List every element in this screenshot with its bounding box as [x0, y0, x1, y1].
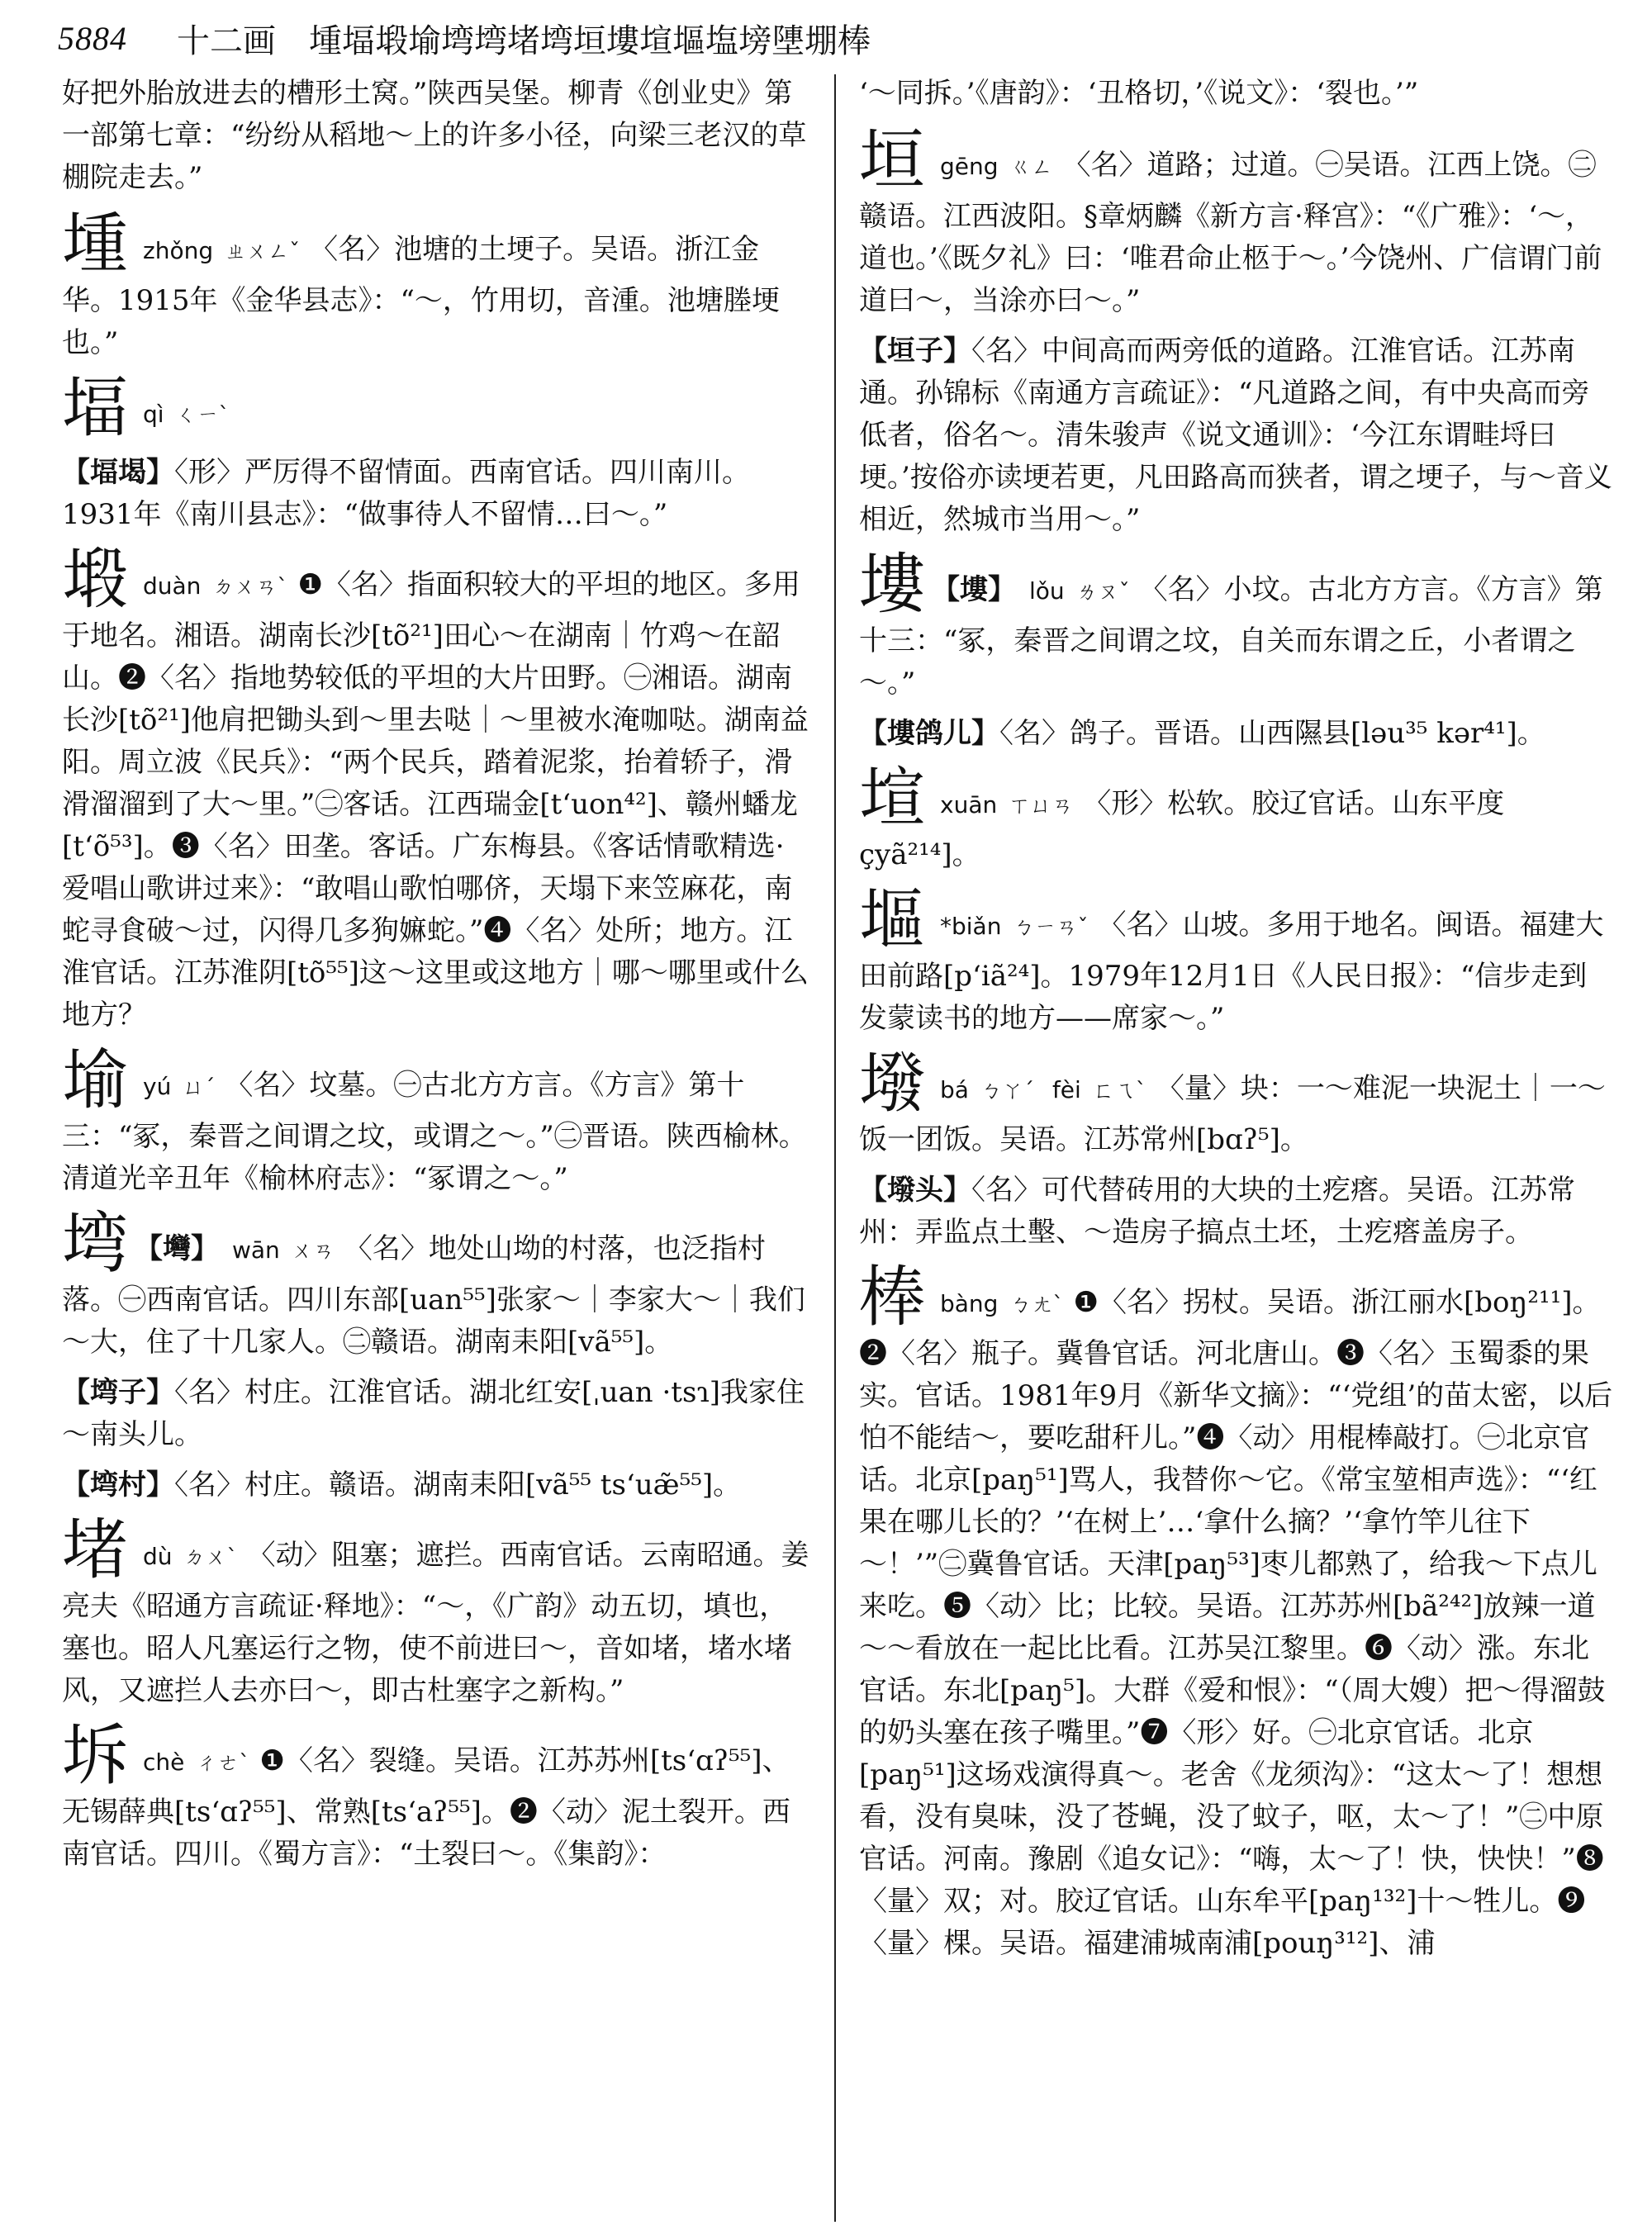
bopomofo: ㄅㄧㄢˇ — [1013, 915, 1089, 940]
definition-text: 好把外胎放进去的槽形土窝。”陕西吴堡。柳青《创业史》第一部第七章：“纷纷从稻地～上的许多小径，向梁三老汉的草棚院走去。” — [62, 77, 807, 194]
left-column — [62, 73, 809, 1884]
pinyin: wān — [232, 1236, 280, 1264]
headword: 塅 — [62, 541, 128, 618]
page-number: 5884 — [58, 19, 127, 57]
headword: 塆 — [62, 1205, 128, 1282]
stroke-count: 十二画 — [177, 21, 276, 60]
headword: 垣 — [859, 121, 925, 198]
compound-term: 【垣子】 — [859, 334, 971, 368]
pinyin: qì — [143, 401, 164, 428]
dictionary-entry — [62, 1041, 809, 1200]
compound-term: 【塿鸽儿】 — [859, 717, 999, 750]
headword: 堹 — [62, 206, 128, 282]
definition-text: 〈量〉块：一～难泥一块泥土｜一～饭一团饭。吴语。江苏常州[bɑʔ⁵]。 — [859, 1072, 1606, 1156]
compound-entry — [62, 1372, 809, 1456]
headword: 坼 — [62, 1717, 128, 1794]
definition-text: 〈名〉村庄。江淮官话。湖北红安[ˌuan ·tsɿ]我家住～南头儿。 — [62, 1376, 805, 1451]
pinyin: bàng — [940, 1290, 999, 1317]
definition-text: ‘～同拆。’《唐韵》：‘丑格切，’《说文》：‘裂也。’” — [859, 77, 1419, 110]
running-header — [58, 5, 871, 71]
dictionary-entry — [859, 1259, 1615, 1965]
variant-form: 【壪】 — [135, 1232, 219, 1265]
definition-text: 〈动〉阻塞；遮拦。西南官话。云南昭通。姜亮夫《昭通方言疏证·释地》：“～，《广韵》动五切，填也，塞也。昭人凡塞运行之物，使不前进曰～，音如堵，堵水堵风，又遮拦人去亦曰～，即古杜塞字之新构。” — [62, 1539, 809, 1707]
compound-entry — [62, 452, 809, 536]
definition-text: 〈名〉鸽子。晋语。山西隰县[ləu³⁵ kər⁴¹]。 — [999, 717, 1545, 750]
bopomofo: ㄅㄤˋ — [1009, 1293, 1064, 1317]
pinyin: gēng — [940, 153, 999, 180]
definition-text: ❶〈名〉裂缝。吴语。江苏苏州[ts‘ɑʔ⁵⁵]、无锡薛典[ts‘ɑʔ⁵⁵]、常熟[ts‘aʔ⁵⁵]。❷〈动〉泥土裂开。西南官话。四川。《蜀方言》：“土裂曰～。《集韵》： — [62, 1744, 790, 1871]
definition-text: 〈名〉可代替砖用的大块的土疙瘩。吴语。江苏常州：弄监点土墼、～造房子搞点土坯，土疙瘩盖房子。 — [859, 1174, 1575, 1249]
headword: 墢 — [859, 1045, 925, 1122]
compound-entry — [859, 330, 1615, 541]
pinyin: chè — [143, 1748, 185, 1776]
bopomofo: ㄌㄡˇ — [1075, 580, 1130, 605]
dictionary-entry — [62, 1717, 809, 1876]
headword: 堬 — [62, 1041, 128, 1118]
bopomofo: ㄩˊ — [183, 1075, 216, 1100]
definition-text: 〈名〉中间高而两旁低的道路。江淮官话。江苏南通。孙锦标《南通方言疏证》：“凡道路之间，有中央高而旁低者，俗名～。清朱骏声《说文通训》：‘今江东谓畦埒曰埂。’按俗亦读埂若更，凡田路高而狭者，谓之埂子，与～音义相近，然城市当用～。” — [859, 334, 1612, 536]
dictionary-entry — [62, 206, 809, 364]
bopomofo: ㄍㄥ — [1009, 155, 1053, 180]
bopomofo: ㄨㄢ — [291, 1239, 335, 1264]
pinyin: yú — [143, 1073, 172, 1100]
compound-entry — [859, 713, 1615, 755]
pinyin-alt: fèi — [1051, 1076, 1081, 1103]
dictionary-entry — [859, 546, 1615, 705]
pinyin: duàn — [143, 572, 202, 600]
bopomofo: ㄅㄚˊ — [980, 1079, 1034, 1103]
bopomofo: ㄉㄨㄢˋ — [212, 575, 288, 600]
bopomofo-alt: ㄈㄟˋ — [1092, 1079, 1146, 1103]
definition-text: 〈名〉地处山坳的村落，也泛指村落。㊀西南官话。四川东部[uan⁵⁵]张家～｜李家大～｜我们～大，住了十几家人。㊁赣语。湖南耒阳[vã⁵⁵]。 — [62, 1232, 805, 1359]
bopomofo: ㄉㄨˋ — [183, 1545, 238, 1570]
continued-text — [62, 73, 809, 199]
headword: 堵 — [62, 1511, 128, 1588]
definition-text: 〈名〉小坟。古北方方言。《方言》第十三：“冢，秦晋之间谓之坟，自关而东谓之丘，小者谓之～。” — [859, 573, 1603, 700]
dictionary-entry — [859, 881, 1615, 1040]
dictionary-entry — [859, 1045, 1615, 1161]
definition-text: 〈名〉池塘的土埂子。吴语。浙江金华。1915年《金华县志》：“～，竹用切，音湩。池塘塍埂也。” — [62, 233, 780, 359]
compound-term: 【墢头】 — [859, 1174, 971, 1207]
continued-text — [859, 73, 1615, 115]
pinyin: xuān — [940, 791, 998, 818]
compound-term: 【塆村】 — [62, 1468, 174, 1502]
dictionary-entry — [62, 1511, 809, 1712]
pinyin: zhǒng — [143, 237, 214, 264]
dictionary-entry — [62, 1205, 809, 1364]
compound-term: 【塆子】 — [62, 1376, 174, 1409]
definition-text: 〈形〉松软。胶辽官话。山东平度 çyã²¹⁴]。 — [859, 787, 1505, 871]
bopomofo: ㄑㄧˋ — [175, 403, 230, 428]
definition-text: ❶〈名〉指面积较大的平坦的地区。多用于地名。湘语。湖南长沙[tõ²¹]田心～在湖南｜竹鸡～在韶山。❷〈名〉指地势较低的平坦的大片田野。㊀湘语。湖南长沙[tõ²¹]他肩把锄头到～里去哒｜～里被水淹咖哒。湖南益阳。周立波《民兵》：“两个民兵，踏着泥浆，抬着轿子，滑滑溜溜到了大～里。”㊁客话。江西瑞金[t‘uon⁴²]、赣州蟠龙[t‘õ⁵³]。❸〈名〉田垄。客话。广东梅县。《客话情歌精选·爱唱山歌讲过来》：“敢唱山歌怕哪侪，天塌下来笠麻花，南蛇寻食破～过，闪得几多狗嫲蛇。”❹〈名〉处所；地方。江淮官话。江苏淮阴[tõ⁵⁵]这～这里或这地方｜哪～哪里或什么地方？ — [62, 568, 809, 1032]
pinyin: dù — [143, 1543, 173, 1570]
headword: 堛 — [62, 369, 128, 446]
headword: 塿 — [859, 546, 925, 623]
compound-entry — [859, 1170, 1615, 1254]
pinyin: lǒu — [1029, 577, 1065, 605]
compound-entry — [62, 1464, 809, 1506]
variant-form: 【塿】 — [932, 573, 1016, 606]
compound-term: 【堛堨】 — [62, 456, 174, 489]
definition-text: 〈形〉严厉得不留情面。西南官话。四川南川。1931年《南川县志》：“做事待人不留情…曰～。” — [62, 456, 750, 531]
pinyin: *biǎn — [940, 913, 1002, 940]
right-column — [859, 73, 1615, 1973]
headword: 塇 — [859, 760, 925, 837]
header-characters: 堹堛塅堬塆塆堵塆垣塿塇塸塩塝塦堋棒 — [309, 21, 871, 60]
bopomofo: ㄔㄜˋ — [196, 1751, 250, 1776]
headword: 塸 — [859, 881, 925, 958]
bopomofo: ㄓㄨㄥˇ — [225, 240, 301, 264]
pinyin: bá — [940, 1076, 969, 1103]
definition-text: ❶〈名〉拐杖。吴语。浙江丽水[boŋ²¹¹]。❷〈名〉瓶子。冀鲁官话。河北唐山。❸〈名〉玉蜀黍的果实。官话。1981年9月《新华文摘》：“‘党组’的苗太密，以后怕不能结～，要吃甜秆儿。”❹〈动〉用棍棒敲打。㊀北京官话。北京[paŋ⁵¹]骂人，我替你～它。《常宝堃相声选》：“‘红果在哪儿长的？’‘在树上’…‘拿什么摘？’‘拿竹竿儿往下～！’”㊁冀鲁官话。天津[paŋ⁵³]枣儿都熟了，给我～下点儿来吃。❺〈动〉比；比较。吴语。江苏苏州[bã²⁴²]放辣一道～～看放在一起比比看。江苏吴江黎里。❻〈动〉涨。东北官话。东北[paŋ⁵]。大群《爱和恨》：“（周大嫂）把～得溜鼓的奶头塞在孩子嘴里。”❼〈形〉好。㊀北京官话。北京[paŋ⁵¹]这场戏演得真～。老舍《龙须沟》：“这太～了！想想看，没有臭味，没了苍蝇，没了蚊子，呕，太～了！”㊁中原官话。河南。豫剧《追女记》：“嗨，太～了！快，快快！”❽〈量〉双；对。胶辽官话。山东牟平[paŋ¹³²]十～牲儿。❾〈量〉棵。吴语。福建浦城南浦[pouŋ³¹²]、浦 — [859, 1286, 1613, 1960]
bopomofo: ㄒㄩㄢ — [1009, 794, 1074, 818]
definition-text: 〈名〉道路；过道。㊀吴语。江西上饶。㊁赣语。江西波阳。§章炳麟《新方言·释宫》：“《广雅》：‘～，道也。’《既夕礼》曰：‘唯君命止柩于～。’今饶州、广信谓门前道曰～，当涂亦曰～。” — [859, 149, 1602, 317]
definition-text: 〈名〉村庄。赣语。湖南耒阳[vã⁵⁵ ts‘uæ̃⁵⁵]。 — [174, 1468, 742, 1502]
definition-text: 〈名〉坟墓。㊀古北方方言。《方言》第十三：“冢，秦晋之间谓之坟，或谓之～。”㊁晋语。陕西榆林。清道光辛丑年《榆林府志》：“冢谓之～。” — [62, 1069, 807, 1195]
dictionary-entry — [859, 121, 1615, 322]
definition-text: 〈名〉山坡。多用于地名。闽语。福建大田前路[p‘iã²⁴]。1979年12月1日《人民日报》：“信步走到发蒙读书的地方——席家～。” — [859, 909, 1604, 1035]
dictionary-entry — [62, 369, 809, 446]
headword: 棒 — [859, 1259, 925, 1336]
dictionary-entry — [62, 541, 809, 1037]
column-divider — [834, 74, 836, 2222]
dictionary-entry — [859, 760, 1615, 876]
